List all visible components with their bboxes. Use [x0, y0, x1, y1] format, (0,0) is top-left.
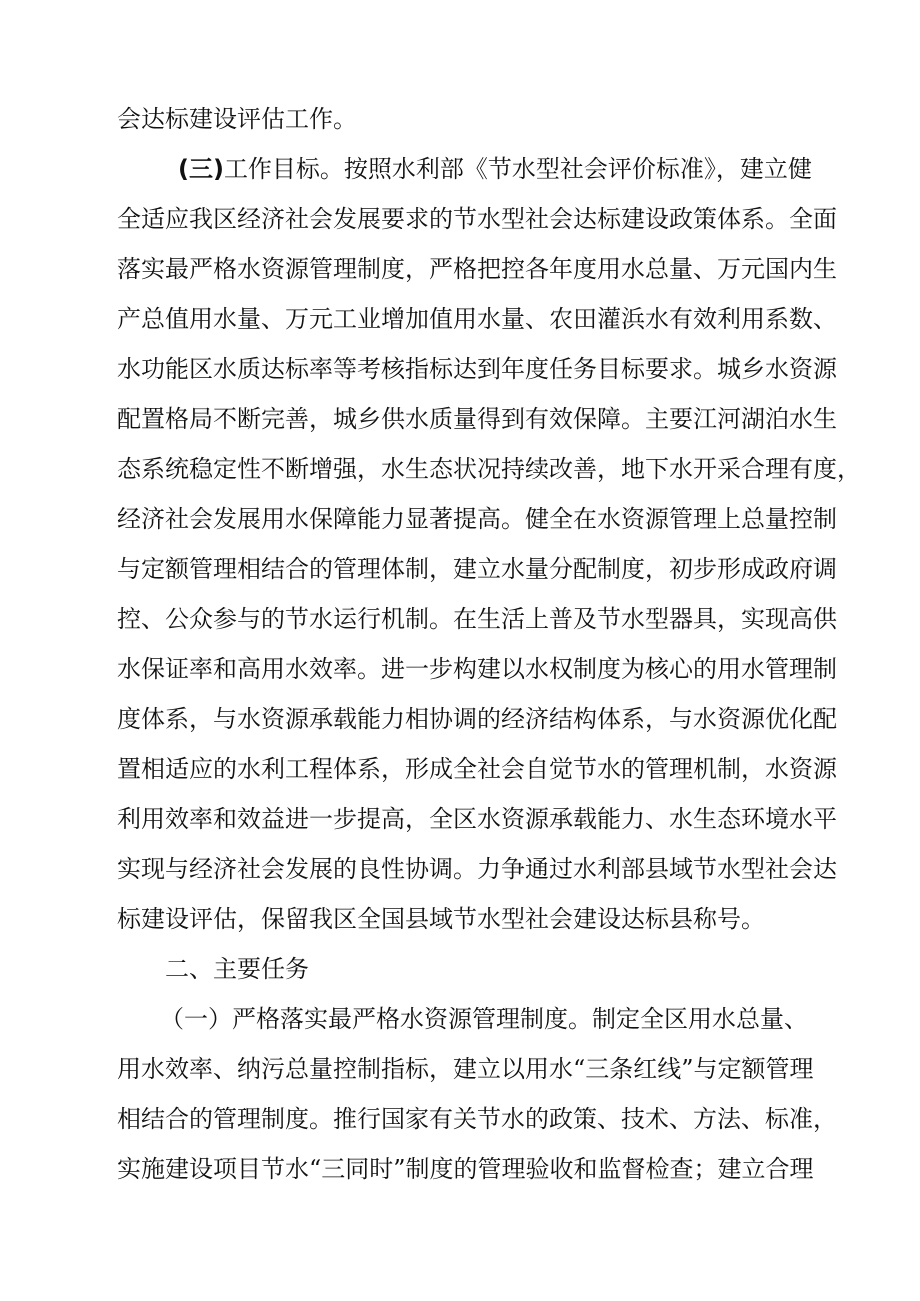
section-heading-main-tasks: 二、主要任务 [165, 955, 309, 983]
text-line-1: 会达标建设评估工作。 [117, 105, 357, 133]
text-line-16: 实现与经济社会发展的良性协调。力争通过水利部县域节水型社会达 [117, 855, 837, 883]
text-line-14: 置相适应的水利工程体系，形成全社会自觉节水的管理机制，水资源 [117, 755, 837, 783]
text-line-21: 相结合的管理制度。推行国家有关节水的政策、技术、方法、标准， [117, 1105, 837, 1133]
text-line-3: 全适应我区经济社会发展要求的节水型社会达标建设政策体系。全面 [117, 205, 837, 233]
text-line-17: 标建设评估，保留我区全国县域节水型社会建设达标县称号。 [117, 905, 765, 933]
section-3-marker: (三) [178, 155, 224, 183]
text-line-13: 度体系，与水资源承载能力相协调的经济结构体系，与水资源优化配 [117, 705, 837, 733]
section-3-first-line-text: 工作目标。按照水利部《节水型社会评价标准》，建立健 [223, 155, 812, 183]
text-line-20: 用水效率、纳污总量控制指标，建立以用水“三条红线”与定额管理 [117, 1055, 814, 1083]
text-line-19: （一）严格落实最严格水资源管理制度。制定全区用水总量、 [160, 1005, 808, 1033]
text-line-8: 态系统稳定性不断增强，水生态状况持续改善，地下水开采合理有度， [117, 455, 861, 483]
text-line-6: 水功能区水质达标率等考核指标达到年度任务目标要求。城乡水资源 [117, 355, 837, 383]
text-line-12: 水保证率和高用水效率。进一步构建以水权制度为核心的用水管理制 [117, 655, 837, 683]
text-line-9: 经济社会发展用水保障能力显著提高。健全在水资源管理上总量控制 [117, 505, 837, 533]
text-line-5: 产总值用水量、万元工业增加值用水量、农田灌浜水有效利用系数、 [117, 305, 837, 333]
text-line-22: 实施建设项目节水“三同时”制度的管理验收和监督检查；建立合理 [117, 1155, 814, 1183]
text-line-11: 控、公众参与的节水运行机制。在生活上普及节水型器具，实现高供 [117, 605, 837, 633]
text-line-4: 落实最严格水资源管理制度，严格把控各年度用水总量、万元国内生 [117, 255, 837, 283]
text-line-10: 与定额管理相结合的管理体制，建立水量分配制度，初步形成政府调 [117, 555, 837, 583]
text-line-15: 利用效率和效益进一步提高，全区水资源承载能力、水生态环境水平 [117, 805, 837, 833]
text-line-7: 配置格局不断完善，城乡供水质量得到有效保障。主要江河湖泊水生 [117, 405, 837, 433]
section-3-first-line [178, 153, 812, 185]
